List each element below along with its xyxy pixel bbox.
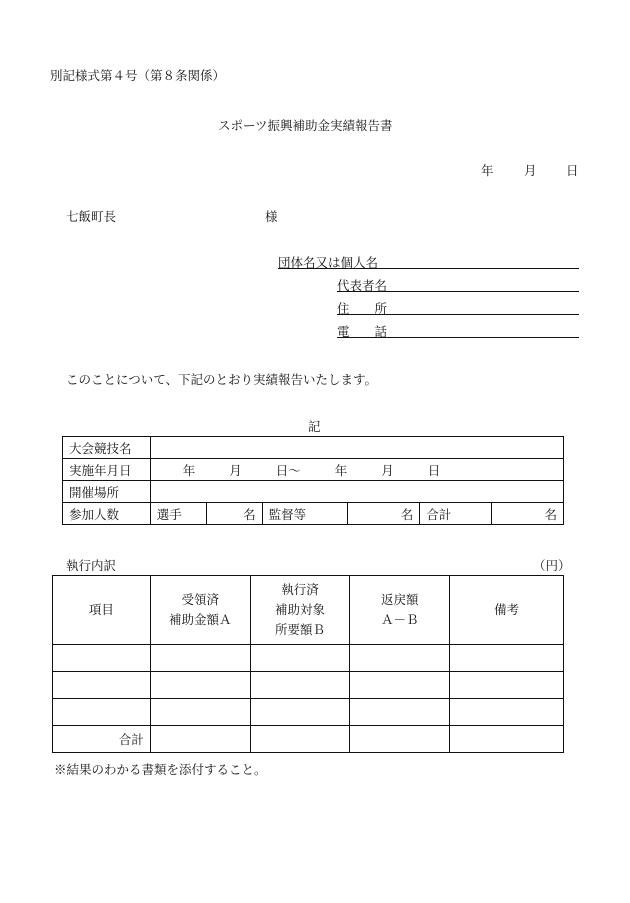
remarks-cell[interactable] xyxy=(450,699,564,726)
received-total-cell[interactable] xyxy=(150,726,250,753)
breakdown-table xyxy=(52,575,564,753)
players-unit: 名 xyxy=(243,506,256,522)
end-year: 年 xyxy=(334,462,348,478)
item-cell[interactable] xyxy=(53,672,151,699)
event-name-cell[interactable] xyxy=(150,437,563,459)
overview-table xyxy=(62,436,564,525)
players-count-cell[interactable] xyxy=(206,503,262,525)
refund-header xyxy=(350,576,450,645)
event-row xyxy=(63,437,564,459)
executed-header-line2: 補助対象 xyxy=(274,602,325,617)
remarks-cell[interactable] xyxy=(450,645,564,672)
table-row xyxy=(53,645,564,672)
date-label: 実施年月日 xyxy=(63,459,151,481)
received-cell[interactable] xyxy=(150,699,250,726)
item-cell[interactable] xyxy=(53,645,151,672)
refund-cell[interactable] xyxy=(350,699,450,726)
date-range-cell[interactable] xyxy=(150,459,563,481)
received-header xyxy=(150,576,250,645)
address-label: 住 所 xyxy=(337,301,388,316)
date-day-label: 日 xyxy=(566,163,579,178)
address-field[interactable] xyxy=(337,298,579,315)
remarks-header: 備考 xyxy=(450,576,564,645)
participants-label: 参加人数 xyxy=(63,503,151,525)
date-year-label: 年 xyxy=(481,163,494,178)
attachment-note: ※結果のわかる書類を添付すること。 xyxy=(54,762,267,777)
start-month: 月 xyxy=(229,462,242,478)
participants-row xyxy=(63,503,564,525)
addressee-name: 七飯町長 xyxy=(66,209,117,224)
executed-header-line1: 執行済 xyxy=(281,582,319,597)
venue-row xyxy=(63,481,564,503)
form-reference: 別記様式第４号（第８条関係） xyxy=(50,68,226,83)
remarks-total-cell[interactable] xyxy=(450,726,564,753)
players-label: 選手 xyxy=(150,503,206,525)
executed-total-cell[interactable] xyxy=(250,726,350,753)
received-header-line1: 受領済 xyxy=(181,592,219,607)
org-name-label: 団体名又は個人名 xyxy=(278,255,379,270)
table-row xyxy=(53,672,564,699)
breakdown-unit: （円） xyxy=(533,558,571,573)
document-title: スポーツ振興補助金実績報告書 xyxy=(218,118,393,133)
venue-label: 開催場所 xyxy=(63,481,151,503)
breakdown-title: 執行内訳 xyxy=(66,558,117,573)
event-label: 大会競技名 xyxy=(63,437,151,459)
intro-text: このことについて、下記のとおり実績報告いたします。 xyxy=(66,372,378,387)
date-month-label: 月 xyxy=(524,163,537,178)
executed-header-line3: 所要額Ｂ xyxy=(274,622,325,637)
item-header: 項目 xyxy=(53,576,151,645)
org-name-field[interactable] xyxy=(278,252,579,269)
remarks-cell[interactable] xyxy=(450,672,564,699)
end-day: 日 xyxy=(427,462,441,478)
executed-cell[interactable] xyxy=(250,699,350,726)
table-row xyxy=(53,699,564,726)
breakdown-header-row xyxy=(53,576,564,645)
date-row xyxy=(63,459,564,481)
staff-label: 監督等 xyxy=(262,503,348,525)
refund-total-cell[interactable] xyxy=(350,726,450,753)
total-count-cell[interactable] xyxy=(492,503,564,525)
staff-count-cell[interactable] xyxy=(348,503,420,525)
received-cell[interactable] xyxy=(150,672,250,699)
breakdown-total-label: 合計 xyxy=(53,726,151,753)
executed-cell[interactable] xyxy=(250,672,350,699)
total-label: 合計 xyxy=(420,503,492,525)
refund-header-line2: Ａ－Ｂ xyxy=(381,612,419,627)
start-year: 年 xyxy=(182,462,196,478)
venue-cell[interactable] xyxy=(150,481,563,503)
start-day: 日～ xyxy=(275,462,301,478)
received-header-line2: 補助金額Ａ xyxy=(168,612,232,627)
breakdown-total-row xyxy=(53,726,564,753)
phone-field[interactable] xyxy=(337,321,579,338)
received-cell[interactable] xyxy=(150,645,250,672)
item-cell[interactable] xyxy=(53,699,151,726)
phone-label: 電 話 xyxy=(337,324,388,339)
refund-cell[interactable] xyxy=(350,645,450,672)
refund-cell[interactable] xyxy=(350,672,450,699)
representative-label: 代表者名 xyxy=(337,278,388,293)
total-unit: 名 xyxy=(544,506,557,522)
end-month: 月 xyxy=(381,462,394,478)
addressee-honorific: 様 xyxy=(265,209,278,224)
refund-header-line1: 返戻額 xyxy=(381,592,419,607)
staff-unit: 名 xyxy=(400,506,414,522)
representative-field[interactable] xyxy=(337,275,579,292)
executed-cell[interactable] xyxy=(250,645,350,672)
executed-header xyxy=(250,576,350,645)
ki-heading: 記 xyxy=(308,419,321,434)
